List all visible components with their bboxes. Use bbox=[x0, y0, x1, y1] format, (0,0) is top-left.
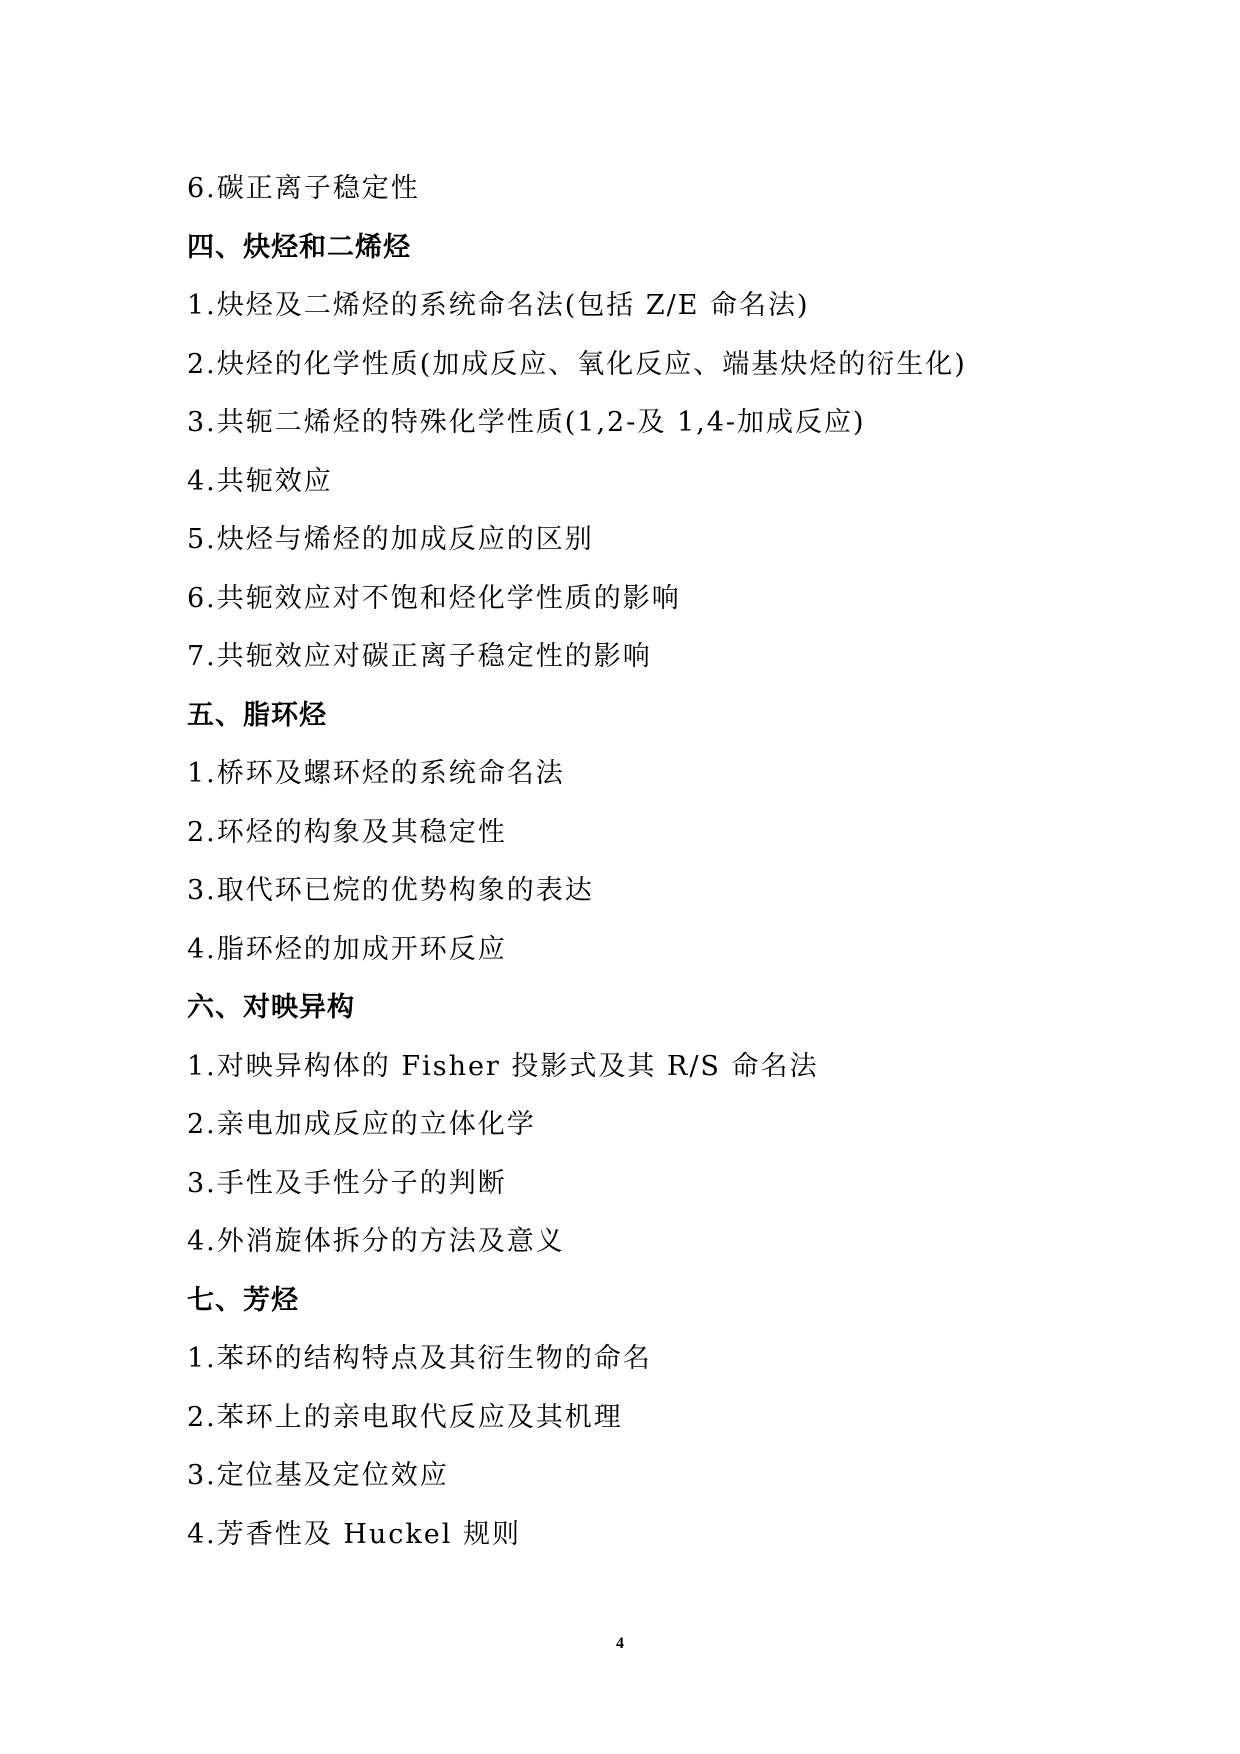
list-item: 4.外消旋体拆分的方法及意义 bbox=[187, 1226, 565, 1257]
list-item: 2.亲电加成反应的立体化学 bbox=[187, 1109, 536, 1140]
list-item: 6.碳正离子稳定性 bbox=[187, 173, 420, 204]
list-item: 3.共轭二烯烃的特殊化学性质(1,2-及 1,4-加成反应) bbox=[187, 407, 866, 438]
list-item: 1.桥环及螺环烃的系统命名法 bbox=[187, 758, 565, 789]
list-item: 3.手性及手性分子的判断 bbox=[187, 1167, 507, 1199]
list-item: 2.环烃的构象及其稳定性 bbox=[187, 816, 507, 848]
document-body bbox=[187, 160, 1067, 1564]
list-item: 4.共轭效应 bbox=[187, 465, 333, 497]
section-heading: 四、炔烃和二烯烃 bbox=[187, 231, 411, 263]
section-heading: 六、对映异构 bbox=[187, 992, 355, 1023]
list-item: 1.炔烃及二烯烃的系统命名法(包括 Z/E 命名法) bbox=[187, 290, 810, 321]
page-number: 4 bbox=[616, 1635, 624, 1652]
section-heading: 五、脂环烃 bbox=[187, 699, 327, 731]
list-item: 2.炔烃的化学性质(加成反应、氧化反应、端基炔烃的衍生化) bbox=[187, 348, 967, 380]
list-item: 4.芳香性及 Huckel 规则 bbox=[187, 1518, 521, 1550]
list-item: 3.取代环已烷的优势构象的表达 bbox=[187, 875, 594, 906]
list-item: 1.苯环的结构特点及其衍生物的命名 bbox=[187, 1343, 652, 1374]
list-item: 1.对映异构体的 Fisher 投影式及其 R/S 命名法 bbox=[187, 1050, 819, 1082]
section-heading: 七、芳烃 bbox=[187, 1284, 299, 1316]
list-item: 5.炔烃与烯烃的加成反应的区别 bbox=[187, 524, 594, 555]
list-item: 4.脂环烃的加成开环反应 bbox=[187, 933, 507, 965]
list-item: 6.共轭效应对不饱和烃化学性质的影响 bbox=[187, 582, 681, 614]
list-item: 3.定位基及定位效应 bbox=[187, 1460, 449, 1491]
list-item: 2.苯环上的亲电取代反应及其机理 bbox=[187, 1401, 623, 1433]
list-item: 7.共轭效应对碳正离子稳定性的影响 bbox=[187, 641, 652, 672]
